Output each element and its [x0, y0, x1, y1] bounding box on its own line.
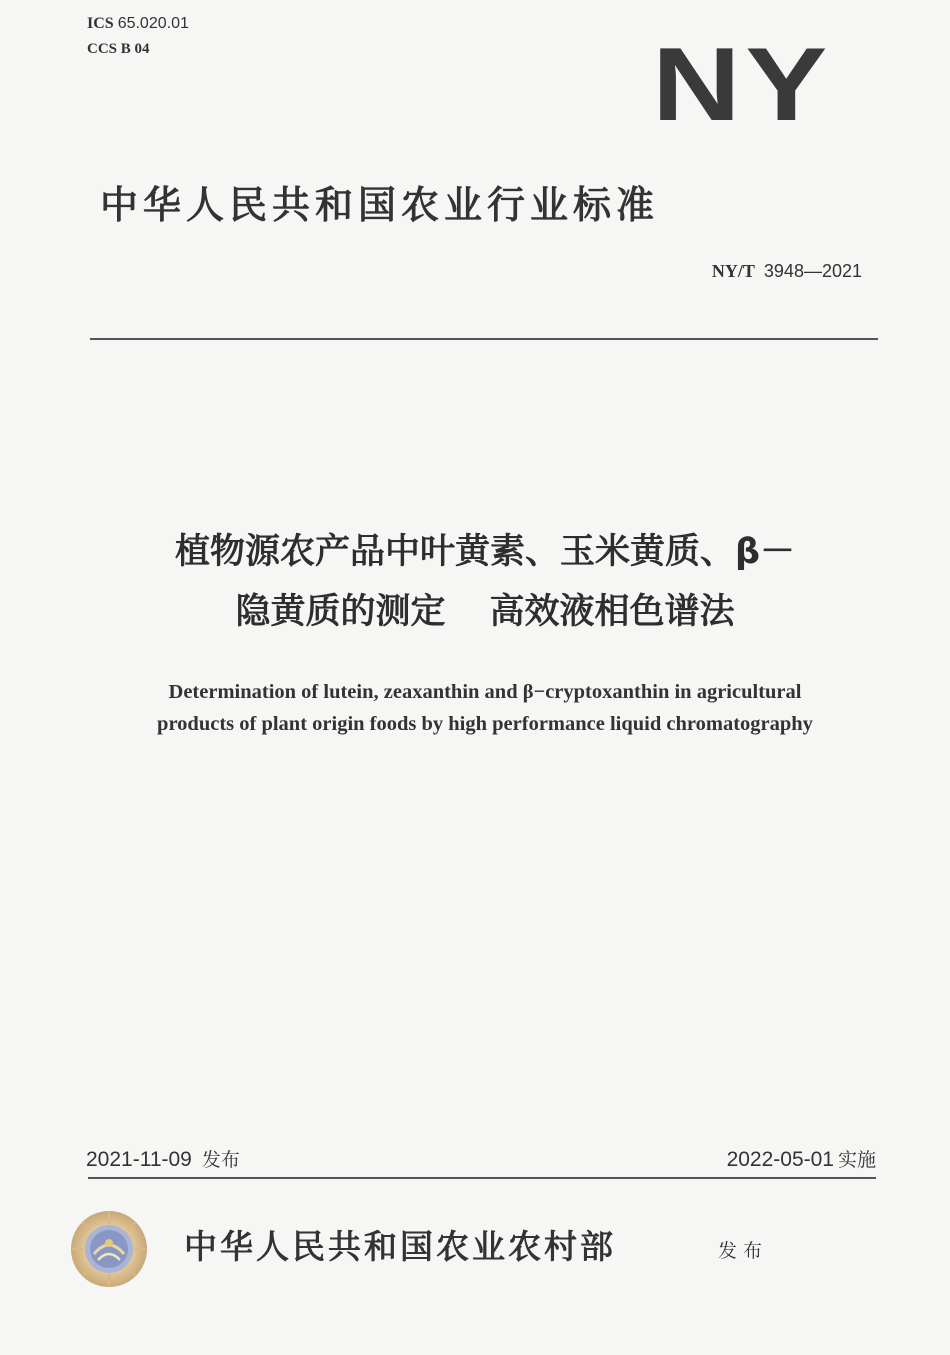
top-divider	[90, 338, 878, 340]
ics-number: 65.020.01	[117, 15, 189, 32]
issue-date	[86, 1144, 240, 1175]
standard-number-digits: 3948—2021	[763, 261, 862, 281]
publisher-label: 发布	[718, 1240, 769, 1262]
title-chinese-line2b: 高效液相色谱法	[489, 592, 735, 632]
ics-code	[87, 14, 189, 34]
ccs-code: CCS B 04	[87, 41, 150, 57]
title-chinese-line2	[90, 582, 880, 642]
ics-prefix: ICS	[87, 15, 114, 32]
title-english	[90, 676, 880, 740]
title-chinese-line1: 植物源农产品中叶黄素、玉米黄质、β－	[174, 532, 796, 572]
title-english-line1: Determination of lutein, zeaxanthin and β−cryptoxanthin in agricultural	[168, 681, 802, 703]
standard-category: 中华人民共和国农业行业标准	[100, 183, 660, 227]
title-chinese-line2a: 隐黄质的测定	[235, 592, 446, 632]
implement-date-value: 2022-05-01	[726, 1148, 834, 1171]
ny-logo: NY	[652, 27, 832, 143]
ministry-emblem-icon	[70, 1210, 148, 1288]
publisher-name: 中华人民共和国农业农村部	[184, 1227, 616, 1266]
implement-date-label: 实施	[837, 1149, 876, 1171]
issue-date-value: 2021-11-09	[86, 1148, 192, 1171]
standard-number	[712, 258, 862, 284]
title-chinese	[90, 522, 880, 642]
bottom-divider	[88, 1177, 876, 1179]
title-english-line2: products of plant origin foods by high performance liquid chromatography	[157, 713, 813, 735]
issue-date-label: 发布	[201, 1149, 240, 1171]
standard-number-prefix: NY/T	[711, 261, 755, 281]
implement-date	[727, 1144, 876, 1175]
